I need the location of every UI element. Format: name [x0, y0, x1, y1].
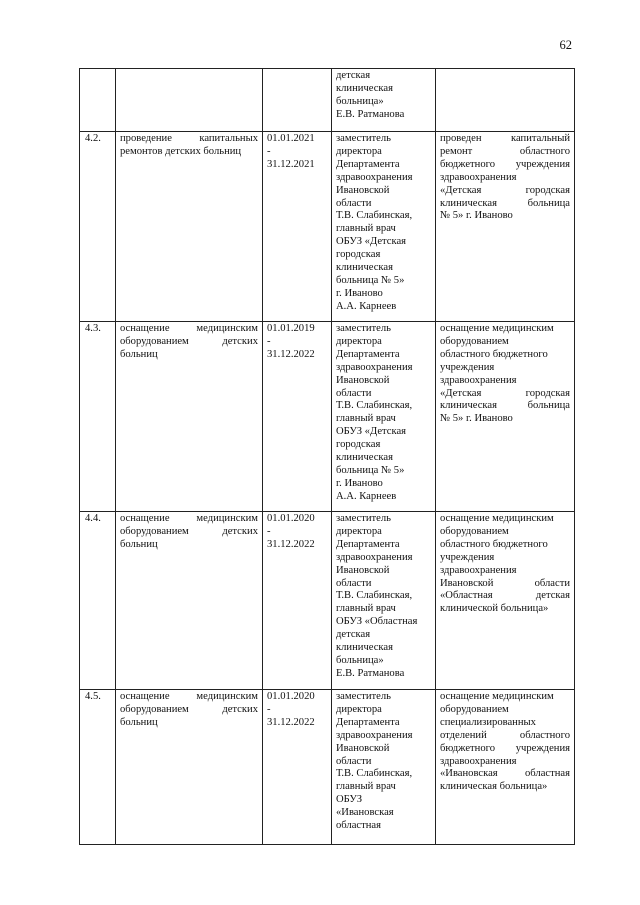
- responsible-line: городская: [336, 249, 381, 261]
- responsible-line: главный врач: [336, 781, 396, 793]
- responsible-line: Е.В. Ратманова: [336, 108, 405, 120]
- measure-name-cell: [116, 512, 263, 690]
- responsible-line: г. Иваново: [336, 477, 383, 489]
- result-line: областного бюджетного: [440, 348, 548, 360]
- result-line: оборудованием: [440, 525, 509, 537]
- dates-line: 01.01.2020: [267, 513, 315, 524]
- dates-line: 31.12.2022: [267, 348, 315, 360]
- name-line: оборудованием детских: [120, 703, 258, 715]
- measure-name-cell: [116, 690, 263, 845]
- result-line: проведен капитальный: [440, 133, 570, 144]
- result-line: № 5» г. Иваново: [440, 210, 513, 222]
- responsible-line: городская: [336, 439, 381, 451]
- result-cell: [436, 69, 575, 132]
- period-cell: [263, 69, 332, 132]
- dates-line: -: [267, 525, 271, 537]
- name-line: проведение капитальных: [120, 133, 258, 144]
- responsible-line: директора: [336, 145, 382, 157]
- result-line: бюджетного учреждения: [440, 158, 570, 170]
- responsible-line: области: [336, 387, 372, 399]
- responsible-line: ОБУЗ «Детская: [336, 426, 407, 438]
- table-row: [80, 512, 575, 690]
- responsible-line: Т.В. Слабинская,: [336, 400, 413, 412]
- row-number-text: 4.5.: [85, 691, 101, 702]
- result-line: клиническая больница: [440, 197, 570, 209]
- result-line: бюджетного учреждения: [440, 742, 570, 754]
- period-cell: [263, 322, 332, 512]
- responsible-line: детская: [336, 629, 371, 641]
- row-number: [80, 69, 116, 132]
- responsible-line: А.А. Карнеев: [336, 490, 397, 502]
- name-line: больниц: [120, 538, 158, 550]
- measure-name-cell: [116, 322, 263, 512]
- result-line: оснащение медицинским: [440, 691, 554, 702]
- responsible-cell: [332, 512, 436, 690]
- period-cell: [263, 132, 332, 322]
- responsible-line: здравоохранения: [336, 361, 413, 373]
- result-line: клиническая больница»: [440, 781, 548, 793]
- responsible-line: больница № 5»: [336, 464, 405, 476]
- result-line: ремонт областного: [440, 145, 570, 157]
- responsible-line: больница»: [336, 95, 384, 107]
- result-line: оборудованием: [440, 335, 509, 347]
- responsible-line: заместитель: [336, 323, 392, 334]
- plan-table-body: [80, 69, 575, 845]
- row-number: [80, 132, 116, 322]
- result-line: областного бюджетного: [440, 538, 548, 550]
- responsible-line: клиническая: [336, 262, 393, 274]
- responsible-line: ОБУЗ «Детская: [336, 236, 407, 248]
- responsible-line: директора: [336, 525, 382, 537]
- dates-line: 31.12.2022: [267, 538, 315, 550]
- page-number: 62: [559, 38, 572, 52]
- result-line: «Детская городская: [440, 387, 570, 399]
- responsible-line: Департамента: [336, 348, 400, 360]
- result-cell: [436, 322, 575, 512]
- dates-line: -: [267, 703, 271, 715]
- result-cell: [436, 690, 575, 845]
- name-line: оснащение медицинским: [120, 513, 258, 524]
- plan-table: [79, 68, 575, 845]
- responsible-line: области: [336, 755, 372, 767]
- row-number-text: 4.2.: [85, 133, 101, 144]
- result-line: «Детская городская: [440, 184, 570, 196]
- responsible-line: клиническая: [336, 452, 393, 464]
- row-number-text: 4.4.: [85, 513, 101, 524]
- period-cell: [263, 512, 332, 690]
- responsible-line: А.А. Карнеев: [336, 300, 397, 312]
- result-line: «Областная детская: [440, 590, 570, 602]
- result-line: № 5» г. Иваново: [440, 413, 513, 425]
- result-line: учреждения: [440, 361, 495, 373]
- result-line: специализированных: [440, 716, 536, 728]
- result-line: оборудованием: [440, 703, 509, 715]
- measure-name-cell: [116, 69, 263, 132]
- responsible-line: ОБУЗ «Областная: [336, 616, 418, 628]
- result-cell: [436, 512, 575, 690]
- table-row: [80, 690, 575, 845]
- dates-line: 01.01.2019: [267, 323, 315, 334]
- result-line: здравоохранения: [440, 564, 517, 576]
- responsible-line: директора: [336, 703, 382, 715]
- name-line: оснащение медицинским: [120, 691, 258, 702]
- dates-line: 31.12.2021: [267, 158, 315, 170]
- responsible-line: области: [336, 577, 372, 589]
- responsible-line: здравоохранения: [336, 551, 413, 563]
- responsible-line: клиническая: [336, 642, 393, 654]
- responsible-line: директора: [336, 335, 382, 347]
- result-line: оснащение медицинским: [440, 323, 554, 334]
- responsible-line: главный врач: [336, 223, 396, 235]
- result-line: здравоохранения: [440, 171, 517, 183]
- result-line: учреждения: [440, 551, 495, 563]
- name-line: оснащение медицинским: [120, 323, 258, 334]
- responsible-line: Ивановской: [336, 184, 390, 196]
- responsible-line: г. Иваново: [336, 287, 383, 299]
- result-line: оснащение медицинским: [440, 513, 554, 524]
- responsible-line: Департамента: [336, 716, 400, 728]
- responsible-cell: [332, 322, 436, 512]
- dates-line: -: [267, 335, 271, 347]
- result-line: клиническая больница: [440, 400, 570, 412]
- responsible-line: области: [336, 197, 372, 209]
- responsible-line: заместитель: [336, 513, 392, 524]
- responsible-line: больница № 5»: [336, 274, 405, 286]
- result-line: отделений областного: [440, 729, 570, 741]
- responsible-line: детская: [336, 70, 371, 81]
- result-line: Ивановской области: [440, 577, 570, 589]
- table-row: [80, 322, 575, 512]
- row-number: [80, 512, 116, 690]
- responsible-line: Ивановской: [336, 742, 390, 754]
- responsible-line: главный врач: [336, 413, 396, 425]
- dates-line: -: [267, 145, 271, 157]
- responsible-line: клиническая: [336, 82, 393, 94]
- name-line: оборудованием детских: [120, 525, 258, 537]
- name-line: оборудованием детских: [120, 335, 258, 347]
- table-row: [80, 69, 575, 132]
- result-line: здравоохранения: [440, 374, 517, 386]
- responsible-cell: [332, 69, 436, 132]
- dates-line: 01.01.2020: [267, 691, 315, 702]
- responsible-line: Т.В. Слабинская,: [336, 590, 413, 602]
- responsible-line: здравоохранения: [336, 729, 413, 741]
- period-cell: [263, 690, 332, 845]
- result-line: здравоохранения: [440, 755, 517, 767]
- responsible-line: Департамента: [336, 158, 400, 170]
- dates-line: 31.12.2022: [267, 716, 315, 728]
- responsible-line: «Ивановская: [336, 807, 394, 819]
- responsible-line: Т.В. Слабинская,: [336, 768, 413, 780]
- measure-name-cell: [116, 132, 263, 322]
- row-number: [80, 690, 116, 845]
- responsible-line: Е.В. Ратманова: [336, 667, 405, 679]
- responsible-line: здравоохранения: [336, 171, 413, 183]
- table-row: [80, 132, 575, 322]
- name-line: ремонтов детских больниц: [120, 145, 242, 157]
- responsible-line: главный врач: [336, 603, 396, 615]
- result-cell: [436, 132, 575, 322]
- responsible-line: Ивановской: [336, 374, 390, 386]
- responsible-line: Т.В. Слабинская,: [336, 210, 413, 222]
- result-line: «Ивановская областная: [440, 768, 570, 780]
- row-number-text: 4.3.: [85, 323, 101, 334]
- responsible-line: заместитель: [336, 133, 392, 144]
- responsible-line: больница»: [336, 654, 384, 666]
- responsible-line: Департамента: [336, 538, 400, 550]
- responsible-cell: [332, 690, 436, 845]
- name-line: больниц: [120, 348, 158, 360]
- responsible-line: Ивановской: [336, 564, 390, 576]
- name-line: больниц: [120, 716, 158, 728]
- result-line: клинической больница»: [440, 603, 549, 615]
- dates-line: 01.01.2021: [267, 133, 315, 144]
- responsible-line: областная: [336, 820, 381, 832]
- responsible-line: ОБУЗ: [336, 794, 363, 806]
- responsible-line: заместитель: [336, 691, 392, 702]
- responsible-cell: [332, 132, 436, 322]
- row-number: [80, 322, 116, 512]
